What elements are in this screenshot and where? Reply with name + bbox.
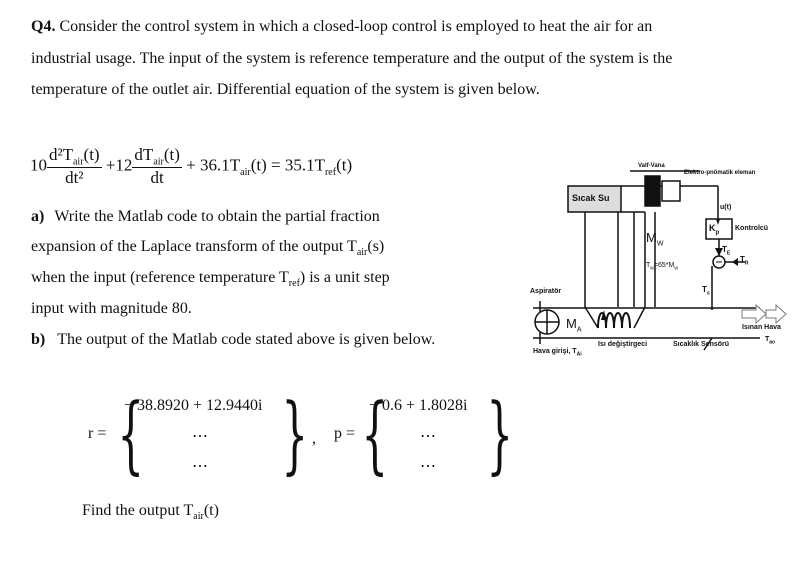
matrix-separator: , (312, 430, 316, 447)
label-valve: Valf-Vana (638, 163, 665, 169)
matrix-r-right-brace: } (281, 385, 309, 483)
question-intro-line-1: Q4. Consider the control system in which a closed-loop control is employed to heat the air for an (31, 18, 653, 35)
part-b: b) The output of the Matlab code stated above is given below. (31, 331, 436, 348)
label-temp-sensor: Sıcaklık Sensörü (673, 341, 730, 348)
question-intro-line-3: temperature of the outlet air. Differential equation of the system is given below. (31, 81, 540, 98)
label-te: $T_E$ (722, 245, 731, 257)
label-tao: $T_{ao}$ (765, 336, 776, 346)
matrix-p-left-brace: { (361, 385, 389, 483)
part-a-line-2: expansion of the Laplace transform of the output $T_{air}(s)$ (31, 238, 385, 259)
question-number: Q4. (31, 18, 56, 35)
part-a-line-4: input with magnitude 80. (31, 300, 192, 317)
label-heated-air: Isınan Hava (742, 324, 781, 331)
label-controller: Kontrolcü (735, 225, 769, 232)
valve-body (645, 176, 660, 206)
matrix-r-left-brace: { (117, 385, 145, 483)
differential-equation: 10 $\frac{d^2T_{air}(t)}{\text{dt²}}$ +12 $\frac{dT_{air}(t)}{dt}$ + $36.1T_{air}(t) = 35.1T_{ref}(t)$ (30, 145, 353, 188)
matrix-r-row-1: − 38.8920 + 12.9440i (124, 397, 263, 414)
label-tr: $T_R$ (740, 255, 749, 267)
fraction-second-derivative: $\frac{d^2T_{air}(t)}{\text{dt²}}$ (49, 145, 100, 188)
label-ma: $M_A$ (566, 316, 582, 334)
label-hot-water: Sıcak Su (572, 193, 610, 203)
label-ts: $T_s$ (702, 285, 710, 297)
matrix-p-name: p = (334, 425, 356, 442)
matrix-p-row-2: ⋯ (420, 428, 436, 445)
label-u: u(t) (720, 204, 732, 211)
part-a-line-3: when the input (reference temperature $T_{ref}$) is a unit step (31, 269, 390, 290)
label-aspirator: Aspiratör (530, 288, 562, 295)
matrix-p-row-3: ⋯ (420, 458, 436, 475)
part-a-line-1: a) Write the Matlab code to obtain the partial fraction (31, 208, 380, 225)
label-air-inlet: Hava girişi, $T_{Ai}$ (533, 348, 582, 358)
matrix-r-row-3: ⋯ (192, 458, 208, 475)
matrix-r-name: r = (88, 425, 107, 442)
fraction-first-derivative: $\frac{dT_{air}(t)}{dt}$ (134, 145, 180, 188)
matrix-p-row-1: − 0.6 + 1.8028i (369, 397, 468, 414)
matrix-p-right-brace: } (486, 385, 514, 483)
label-tw-equation: $T_w=65*M_w$ (646, 262, 678, 272)
question-intro-line-2: industrial usage. The input of the system is reference temperature and the output of the system is the (31, 50, 673, 67)
label-mw: $M_W$ (646, 230, 664, 248)
heated-air-arrow-2 (766, 305, 786, 323)
label-kp: $K_p$ (709, 223, 720, 236)
label-element: Elektro-pnömatik eleman (684, 170, 756, 176)
valve-actuator (662, 181, 680, 201)
label-heat-exchanger: Isı değiştirgeci (598, 341, 648, 348)
final-question: Find the output $T_{air}(t)$ (82, 502, 219, 523)
matrix-r-row-2: ⋯ (192, 428, 208, 445)
